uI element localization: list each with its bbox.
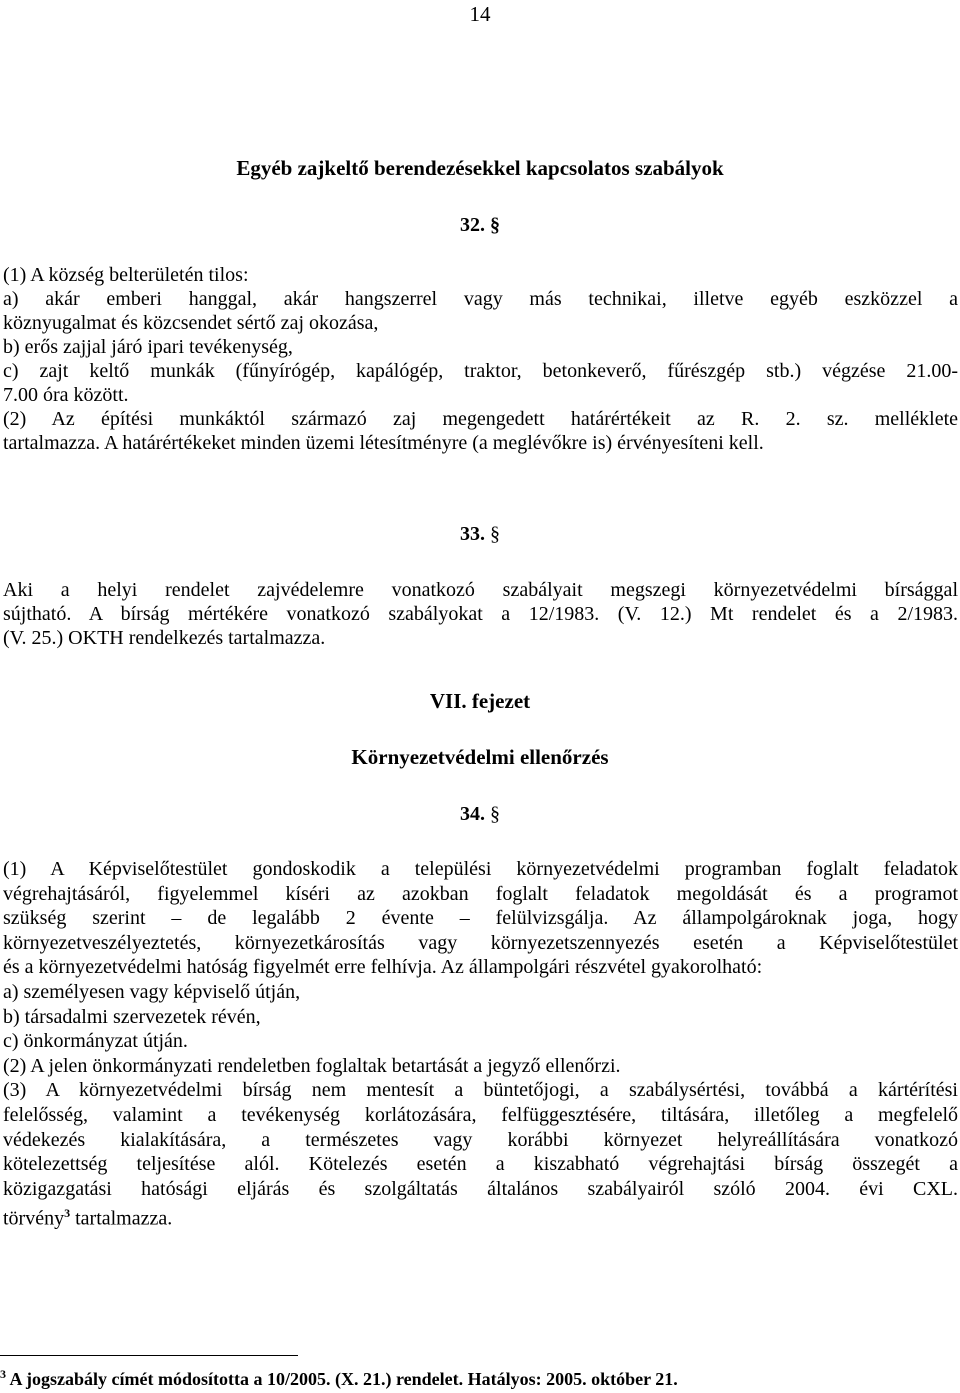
text-line-with-footnote-ref xyxy=(3,1201,958,1231)
text-line: c) önkormányzat útján. xyxy=(3,1030,188,1053)
text-line: (3) A környezetvédelmi bírság nem mentesít a büntetőjogi, a szabálysértési, továbbá a kártérítési xyxy=(3,1079,958,1102)
text-line: (2) Az építési munkáktól származó zaj megengedett határértékeit az R. 2. sz. melléklete xyxy=(3,408,958,430)
text-line: köznyugalmat és közcsendet sértő zaj okozása, xyxy=(3,312,379,334)
section-sign: § xyxy=(490,523,500,545)
text-line: tartalmazza. A határértékeket minden üzemi létesítményre (a meglévőkre is) érvényesíteni kell. xyxy=(3,432,764,454)
text-line: c) zajt keltő munkák (fűnyírógép, kapálógép, traktor, betonkeverő, fűrészgép stb.) végzése 21.00- xyxy=(3,360,958,382)
footnote-text: A jogszabály címét módosította a 10/2005. (X. 21.) rendelet. Hatályos: 2005. október 21. xyxy=(6,1369,678,1389)
text-line: a) akár emberi hanggal, akár hangszerrel vagy más technikai, illetve egyéb eszközzel a xyxy=(3,288,958,310)
page-number: 14 xyxy=(469,2,491,26)
chapter-number: VII. fejezet xyxy=(429,689,531,713)
text-line: közigazgatási hatósági eljárás és szolgáltatás általános szabályairól szóló 2004. évi CXL. xyxy=(3,1177,958,1200)
paragraph-34-body xyxy=(3,857,958,1232)
paragraph-number: 33. xyxy=(460,523,485,545)
paragraph-number-33 xyxy=(0,523,960,546)
footnote xyxy=(0,1367,960,1390)
section-sign: § xyxy=(490,214,500,236)
text-line: (V. 25.) OKTH rendelkezés tartalmazza. xyxy=(3,627,326,649)
text-line: végrehajtásáról, figyelemmel kíséri az azokban foglalt feladatok megoldását és a programot xyxy=(3,882,958,905)
text-line: a) személyesen vagy képviselő útján, xyxy=(3,980,301,1003)
footnote-marker: 3 xyxy=(0,1367,6,1381)
text-line: (2) A jelen önkormányzati rendeletben foglaltak betartását a jegyző ellenőrzi. xyxy=(3,1054,621,1077)
text-line: b) társadalmi szervezetek révén, xyxy=(3,1005,261,1028)
paragraph-number-34 xyxy=(0,803,960,826)
footnote-reference[interactable]: 3 xyxy=(64,1206,71,1221)
text-line: kötelezettség teljesítése alól. Kötelezés esetén a kiszabható végrehajtási bírság összegét a xyxy=(3,1153,958,1176)
text-line: és a környezetvédelmi hatóság figyelmét erre felhívja. Az állampolgári részvétel gyakorolható: xyxy=(3,956,763,979)
footnote-separator xyxy=(0,1355,298,1356)
text-fragment: tartalmazza. xyxy=(70,1207,173,1230)
paragraph-number-32 xyxy=(0,214,960,237)
section-sign: § xyxy=(490,803,500,825)
text-line: felelősség, valamint a tevékenység korlátozására, felfüggesztésére, tiltására, illetőleg a megfelelő xyxy=(3,1103,958,1126)
paragraph-number: 32. xyxy=(460,214,485,236)
text-line: védekezés kialakítására, a természetes vagy korábbi környezet helyreállítására vonatkozó xyxy=(3,1128,958,1151)
chapter-title: Környezetvédelmi ellenőrzés xyxy=(351,745,609,769)
text-fragment: törvény xyxy=(3,1207,65,1230)
paragraph-number: 34. xyxy=(460,803,485,825)
text-line: b) erős zajjal járó ipari tevékenység, xyxy=(3,336,293,358)
text-line: környezetveszélyeztetés, környezetkárosítás vagy környezetszennyezés esetén a Képviselőtestület xyxy=(3,931,958,954)
paragraph-32-body xyxy=(3,263,958,455)
section-heading: Egyéb zajkeltő berendezésekkel kapcsolatos szabályok xyxy=(236,156,724,180)
text-line: 7.00 óra között. xyxy=(3,384,129,406)
text-line: szükség szerint – de legalább 2 évente – felülvizsgálja. Az állampolgároknak joga, hogy xyxy=(3,907,958,930)
text-line: (1) A Képviselőtestület gondoskodik a települési környezetvédelmi programban foglalt feladatok xyxy=(3,858,958,880)
text-line: Aki a helyi rendelet zajvédelemre vonatkozó szabályait megszegi környezetvédelmi bírsággal xyxy=(3,579,958,601)
text-line: (1) A község belterületén tilos: xyxy=(3,264,249,286)
paragraph-33-body xyxy=(3,578,958,650)
text-line: sújtható. A bírság mértékére vonatkozó szabályokat a 12/1983. (V. 12.) Mt rendelet és a 2/1983. xyxy=(3,603,958,625)
